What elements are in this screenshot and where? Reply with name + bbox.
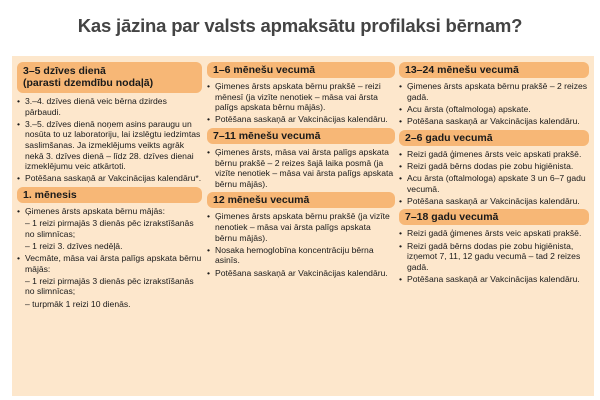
list-item: • Reizi gadā bērns dodas pie zobu higiēnista. [399,161,589,172]
list-subitem: – 1 reizi 3. dzīves nedēļā. [25,240,123,251]
list-item: • Potēšana saskaņā ar Vakcinācijas kalendāru. [207,114,395,125]
section-list-2-6-years [399,149,589,207]
page-title: Kas jāzina par valsts apmaksātu profilaksi bērnam? [77,15,523,36]
list-subitem: – 1 reizi pirmajās 3 dienās pēc izrakstīšanās no slimnīcas; [25,218,194,239]
list-item: • Reizi gadā bērns dodas pie zobu higiēnista, izņemot 7, 11, 12 gadu vecumā – tad 2 reizes gadā. [399,241,589,273]
list-item: • Ģimenes ārsts apskata bērnu mājās: [17,206,202,217]
column-2 [207,62,395,281]
section-list-12-months [207,211,395,278]
section-heading-1-month: 1. mēnesis [17,187,202,203]
list-item: • Vecmāte, māsa vai ārsta palīgs apskata bērnu mājās: [17,253,202,274]
list-item: • 3.–5. dzīves dienā noņem asins paraugu un nosūta to uz laboratoriju, lai izslēgtu iedzimtas saslimšanas. Ja izmeklējums veikts agrāk nekā 3. dzīves dienā – līdz 28. dzīves dienai izmeklējumu veic atkārtoti. [17,119,202,172]
column-3 [399,62,589,287]
list-item: • 3.–4. dzīves dienā veic bērna dzirdes pārbaudi. [17,96,202,117]
section-list-3-5-days [17,96,202,184]
section-list-1-month [17,206,202,309]
list-item: • Potēšana saskaņā ar Vakcinācijas kalendāru. [399,274,589,285]
list-item: • Nosaka hemoglobīna koncentrāciju bērna asinīs. [207,245,395,266]
list-item: • Potēšana saskaņā ar Vakcinācijas kalendāru. [207,268,395,279]
section-heading-7-11-months: 7–11 mēnešu vecumā [207,128,395,144]
section-heading-7-18-years: 7–18 gadu vecumā [399,209,589,225]
list-item: • Acu ārsta (oftalmologa) apskate 3 un 6–7 gadu vecumā. [399,173,589,194]
list-subitem: – turpmāk 1 reizi 10 dienās. [25,298,131,309]
column-1 [17,62,202,312]
list-item: • Reizi gadā ģimenes ārsts veic apskati prakšē. [399,228,589,239]
list-item: • Acu ārsta (oftalmologa) apskate. [399,104,589,115]
section-list-13-24-months [399,81,589,127]
section-heading-1-6-months: 1–6 mēnešu vecumā [207,62,395,78]
list-subitem: – 1 reizi pirmajās 3 dienās pēc izrakstīšanās no slimnīcas; [25,275,194,297]
section-list-7-18-years [399,228,589,284]
list-item: • Potēšana saskaņā ar Vakcinācijas kalendāru*. [17,173,202,184]
section-list-7-11-months [207,147,395,189]
list-item: • Ģimenes ārsts, māsa vai ārsta palīgs apskata bērnu prakšē – 2 reizes šajā laika posmā (ja vizīte nenotiek – māsa vai ārsta palīgs apskata bērnu mājās). [207,147,395,189]
section-heading-13-24-months: 13–24 mēnešu vecumā [399,62,589,78]
list-item: • Potēšana saskaņā ar Vakcinācijas kalendāru. [399,196,589,207]
list-item: • Reizi gadā ģimenes ārsts veic apskati prakšē. [399,149,589,160]
section-heading-3-5-days: 3–5 dzīves dienā (parasti dzemdību nodaļā) [17,62,202,93]
list-item: • Ģimenes ārsts apskata bērnu prakšē – reizi mēnesī (ja vizīte nenotiek – māsa vai ārsta palīgs apskata bērnu mājās). [207,81,395,113]
section-list-1-6-months [207,81,395,125]
section-heading-12-months: 12 mēnešu vecumā [207,192,395,208]
list-item: • Potēšana saskaņā ar Vakcinācijas kalendāru. [399,116,589,127]
list-item: • Ģimenes ārsts apskata bērnu prakšē (ja vizīte nenotiek – māsa vai ārsta palīgs apskata bērnu mājās). [207,211,395,243]
list-item: • Ģimenes ārsts apskata bērnu prakšē – 2 reizes gadā. [399,81,589,102]
section-heading-2-6-years: 2–6 gadu vecumā [399,130,589,146]
